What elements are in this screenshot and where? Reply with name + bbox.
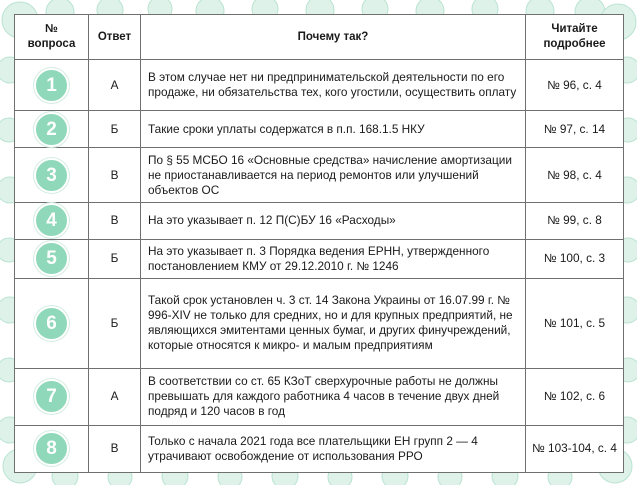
number-badge: 4 [34,203,69,238]
answer-cell: Б [89,111,141,148]
question-number-cell [15,368,89,425]
header-num: № вопроса [15,15,89,60]
question-number-cell [15,425,89,472]
table-row [15,60,624,111]
explanation-cell: Такие сроки уплаты содержатся в п.п. 168.1.5 НКУ [141,111,526,148]
explanation-cell: Такой срок установлен ч. 3 ст. 14 Закона Украины от 16.07.99 г. № 996-XIV не только для средних, но и для крупных предприятий, не являющихся эмитентами ценных бумаг, и других финучреждений, которые относятся к микро- и малым предприятиям [141,278,526,368]
explanation-cell: В этом случае нет ни предпринимательской деятельности по его продаже, ни обязательства тех, кого угостили, осуществить оплату [141,60,526,111]
answer-cell: В [89,147,141,202]
reference-cell: № 100, с. 3 [526,239,624,278]
explanation-cell: Только с начала 2021 года все плательщики ЕН групп 2 — 4 утрачивают освобождение от использования РРО [141,425,526,472]
answers-table [14,14,624,473]
question-number-cell [15,278,89,368]
number-badge: 2 [34,112,69,147]
answer-cell: В [89,203,141,240]
reference-cell: № 96, с. 4 [526,60,624,111]
table-row [15,147,624,202]
number-badge: 8 [34,431,69,466]
number-badge: 3 [34,158,69,193]
table-row [15,111,624,148]
table-row [15,278,624,368]
reference-cell: № 101, с. 5 [526,278,624,368]
question-number-cell [15,60,89,111]
reference-cell: № 98, с. 4 [526,147,624,202]
answer-cell: Б [89,239,141,278]
header-answer: Ответ [89,15,141,60]
header-ref: Читайте подробнее [526,15,624,60]
question-number-cell [15,111,89,148]
explanation-cell: В соответствии со ст. 65 КЗоТ сверхурочные работы не должны превышать для каждого работника 4 часов в течение двух дней подряд и 120 часов в год [141,368,526,425]
question-number-cell [15,147,89,202]
number-badge: 1 [34,68,69,103]
table-header-row [15,15,624,60]
answer-cell: А [89,60,141,111]
table-row [15,203,624,240]
explanation-cell: На это указывает п. 12 П(С)БУ 16 «Расходы» [141,203,526,240]
answers-table-container [14,14,623,473]
number-badge: 7 [34,379,69,414]
table-row [15,368,624,425]
reference-cell: № 99, с. 8 [526,203,624,240]
answer-cell: В [89,425,141,472]
explanation-cell: По § 55 МСБО 16 «Основные средства» начисление амортизации не приостанавливается на период ремонтов или улучшений объектов ОС [141,147,526,202]
reference-cell: № 103-104, с. 4 [526,425,624,472]
table-row [15,425,624,472]
number-badge: 5 [34,241,69,276]
table-row [15,239,624,278]
question-number-cell [15,203,89,240]
header-why: Почему так? [141,15,526,60]
number-badge: 6 [34,306,69,341]
question-number-cell [15,239,89,278]
answer-cell: А [89,368,141,425]
answer-cell: Б [89,278,141,368]
explanation-cell: На это указывает п. 3 Порядка ведения ЕРНН, утвержденного постановлением КМУ от 29.12.2010 г. № 1246 [141,239,526,278]
reference-cell: № 102, с. 6 [526,368,624,425]
reference-cell: № 97, с. 14 [526,111,624,148]
